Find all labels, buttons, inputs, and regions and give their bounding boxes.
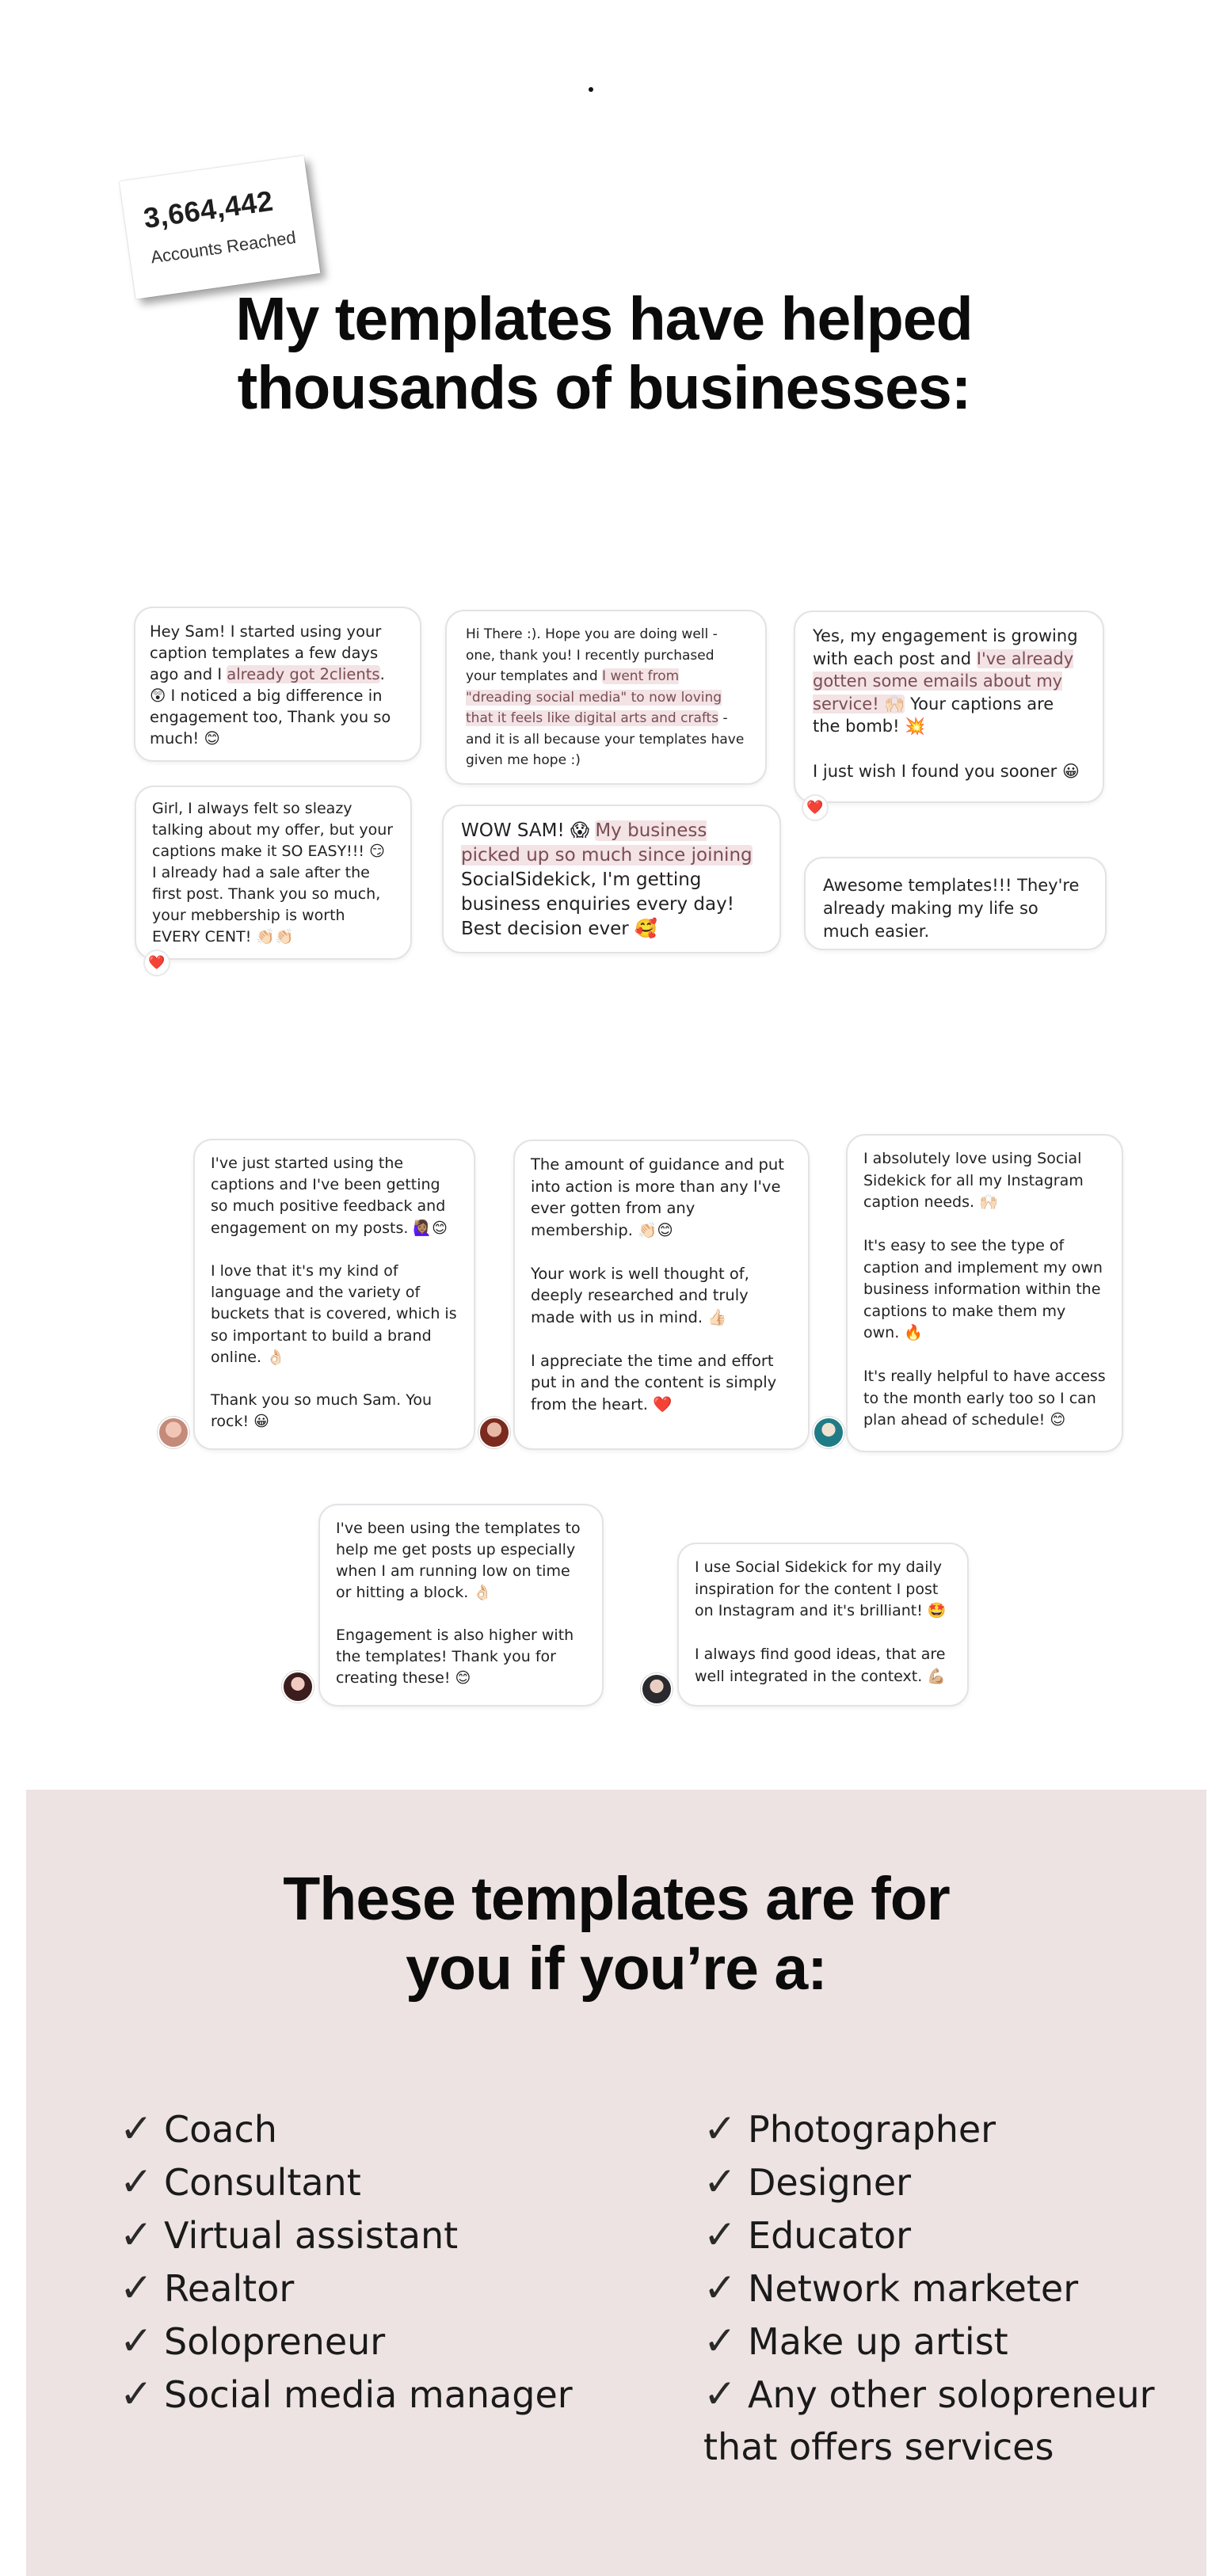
separator-dot [589, 87, 593, 92]
testimonial-text: Yes, my engagement is growing with each post and I've already gotten some emails about my service! 🙌🏻 Your captions are the bomb! 💥 I just wish I found you sooner 😀 [813, 626, 1080, 781]
audience-list-item [120, 2209, 573, 2262]
checkmark-icon: ✓ [703, 2159, 737, 2205]
checkmark-icon: ✓ [703, 2318, 737, 2364]
audience-list-item [703, 2368, 1155, 2473]
audience-list-item [703, 2262, 1155, 2315]
testimonial-text: I use Social Sidekick for my daily inspiration for the content I post on Instagram and it's brilliant! 🤩 I always find good ideas, that are well integrated in the context. 💪🏼 [695, 1558, 947, 1685]
testimonial-bubble [318, 1504, 604, 1707]
target-audience-panel [26, 1790, 1206, 2576]
reviewer-avatar-icon [158, 1417, 189, 1448]
audience-label: Photographer [748, 2108, 997, 2151]
audience-label: Any other solopreneur [748, 2373, 1155, 2416]
testimonials-headline [0, 285, 1208, 423]
testimonial-text: I've just started using the captions and I've been getting so much positive feedback and engagement on my posts. 🙋🏽‍♀️😊 I love that it's my kind of language and the variety of buckets that is covered, which is so important to build a brand online. 👌🏻 Thank you so much Sam. You rock! 😀 [211, 1155, 457, 1431]
audience-list-item [703, 2209, 1155, 2262]
panel-title-line-1: These templates are for [283, 1865, 950, 1933]
accounts-reached-label: Accounts Reached [149, 226, 298, 268]
checkmark-icon: ✓ [703, 2265, 737, 2311]
audience-list-right [703, 2102, 1155, 2473]
testimonial-bubble [134, 607, 421, 762]
testimonial-bubble [846, 1134, 1123, 1452]
audience-label: Virtual assistant [164, 2214, 459, 2257]
checkmark-icon: ✓ [120, 2371, 153, 2417]
highlighted-phrase: I've already gotten some emails about my service! 🙌🏻 [813, 649, 1074, 713]
audience-list-item [703, 2102, 1155, 2156]
testimonial-text: I absolutely love using Social Sidekick for all my Instagram caption needs. 🙌🏻 It's easy to see the type of caption and implement my own business information within the captions to make them my own. 🔥 It's really helpful to have access to the month early too so I can plan ahead of schedule! 😊 [863, 1150, 1106, 1429]
audience-label: Network marketer [748, 2267, 1079, 2310]
audience-label: Educator [748, 2214, 911, 2257]
audience-label: Consultant [164, 2161, 361, 2204]
audience-label: Coach [164, 2108, 277, 2151]
panel-title-line-2: you if you’re a: [406, 1934, 827, 2003]
audience-label: Social media manager [164, 2373, 573, 2416]
highlighted-phrase: already got 2clients [227, 665, 380, 683]
highlighted-phrase: I went from "dreading social media" to now loving that it feels like digital arts and crafts [466, 668, 722, 726]
audience-label: Solopreneur [164, 2320, 386, 2363]
audience-list-item [120, 2102, 573, 2156]
reviewer-avatar-icon [282, 1671, 314, 1703]
target-audience-title [26, 1865, 1206, 2004]
highlighted-phrase: My business picked up so much since joining [461, 820, 753, 866]
checkmark-icon: ✓ [120, 2318, 153, 2364]
testimonial-bubble [513, 1140, 810, 1450]
checkmark-icon: ✓ [703, 2106, 737, 2152]
heart-reaction-icon: ❤️ [802, 794, 829, 821]
reviewer-avatar-icon [641, 1673, 673, 1705]
checkmark-icon: ✓ [120, 2265, 153, 2311]
reviewer-avatar-icon [813, 1417, 844, 1448]
audience-label: Designer [748, 2161, 912, 2204]
reviewer-avatar-icon [478, 1417, 510, 1448]
testimonial-bubble [193, 1139, 475, 1450]
audience-list-item [703, 2156, 1155, 2209]
testimonial-text: WOW SAM! 😱 My business picked up so much since joining SocialSidekick, I'm getting business enquiries every day! Best decision ever 🥰 [461, 820, 753, 939]
testimonial-bubble [677, 1543, 969, 1707]
audience-list-item [120, 2156, 573, 2209]
audience-label: Realtor [164, 2267, 295, 2310]
accounts-reached-card [120, 155, 321, 299]
accounts-reached-number: 3,664,442 [141, 184, 276, 235]
testimonial-text: I've been using the templates to help me get posts up especially when I am running low on time or hitting a block. 👌🏻 Engagement is also higher with the templates! Thank you for creating these! 😊 [336, 1520, 581, 1687]
checkmark-icon: ✓ [703, 2212, 737, 2258]
testimonial-text: Girl, I always felt so sleazy talking about my offer, but your captions make it SO EASY!!! 😏 I already had a sale after the first post. Thank you so much, your mebbership is worth EVERY CENT! 👏🏻👏🏻 [152, 800, 394, 946]
heart-reaction-icon: ❤️ [143, 949, 170, 976]
audience-label-continuation: that offers services [703, 2426, 1054, 2468]
checkmark-icon: ✓ [120, 2212, 153, 2258]
testimonial-text: Hi There :). Hope you are doing well - one, thank you! I recently purchased your templates and I went from "dreading social media" to now loving that it feels like digital arts and crafts - and it is all because your templates have given me hope :) [466, 626, 745, 768]
checkmark-icon: ✓ [703, 2371, 737, 2417]
audience-label: Make up artist [748, 2320, 1008, 2363]
testimonial-bubble [442, 805, 781, 953]
checkmark-icon: ✓ [120, 2159, 153, 2205]
audience-list-item [120, 2315, 573, 2368]
audience-list-left [120, 2102, 573, 2421]
headline-line-1: My templates have helped [235, 285, 973, 353]
testimonial-bubble [135, 786, 412, 960]
testimonial-text: Awesome templates!!! They're already making my life so much easier. [823, 876, 1080, 941]
audience-list-item [703, 2315, 1155, 2368]
testimonial-bubble [445, 610, 767, 785]
checkmark-icon: ✓ [120, 2106, 153, 2152]
audience-list-item [120, 2262, 573, 2315]
testimonial-text: Hey Sam! I started using your caption templates a few days ago and I already got 2clients. 😲 I noticed a big difference in engagement too, Thank you so much! 😊 [150, 622, 391, 748]
headline-line-2: thousands of businesses: [237, 354, 971, 422]
audience-list-item [120, 2368, 573, 2421]
testimonial-bubble [794, 611, 1104, 803]
testimonial-bubble [804, 857, 1107, 950]
testimonial-text: The amount of guidance and put into action is more than any I've ever gotten from any membership. 👏🏻😊 Your work is well thought of, deeply researched and truly made with us in mind. 👍🏻 I appreciate the time and effort put in and the content is simply from the heart. ❤️ [531, 1155, 784, 1414]
